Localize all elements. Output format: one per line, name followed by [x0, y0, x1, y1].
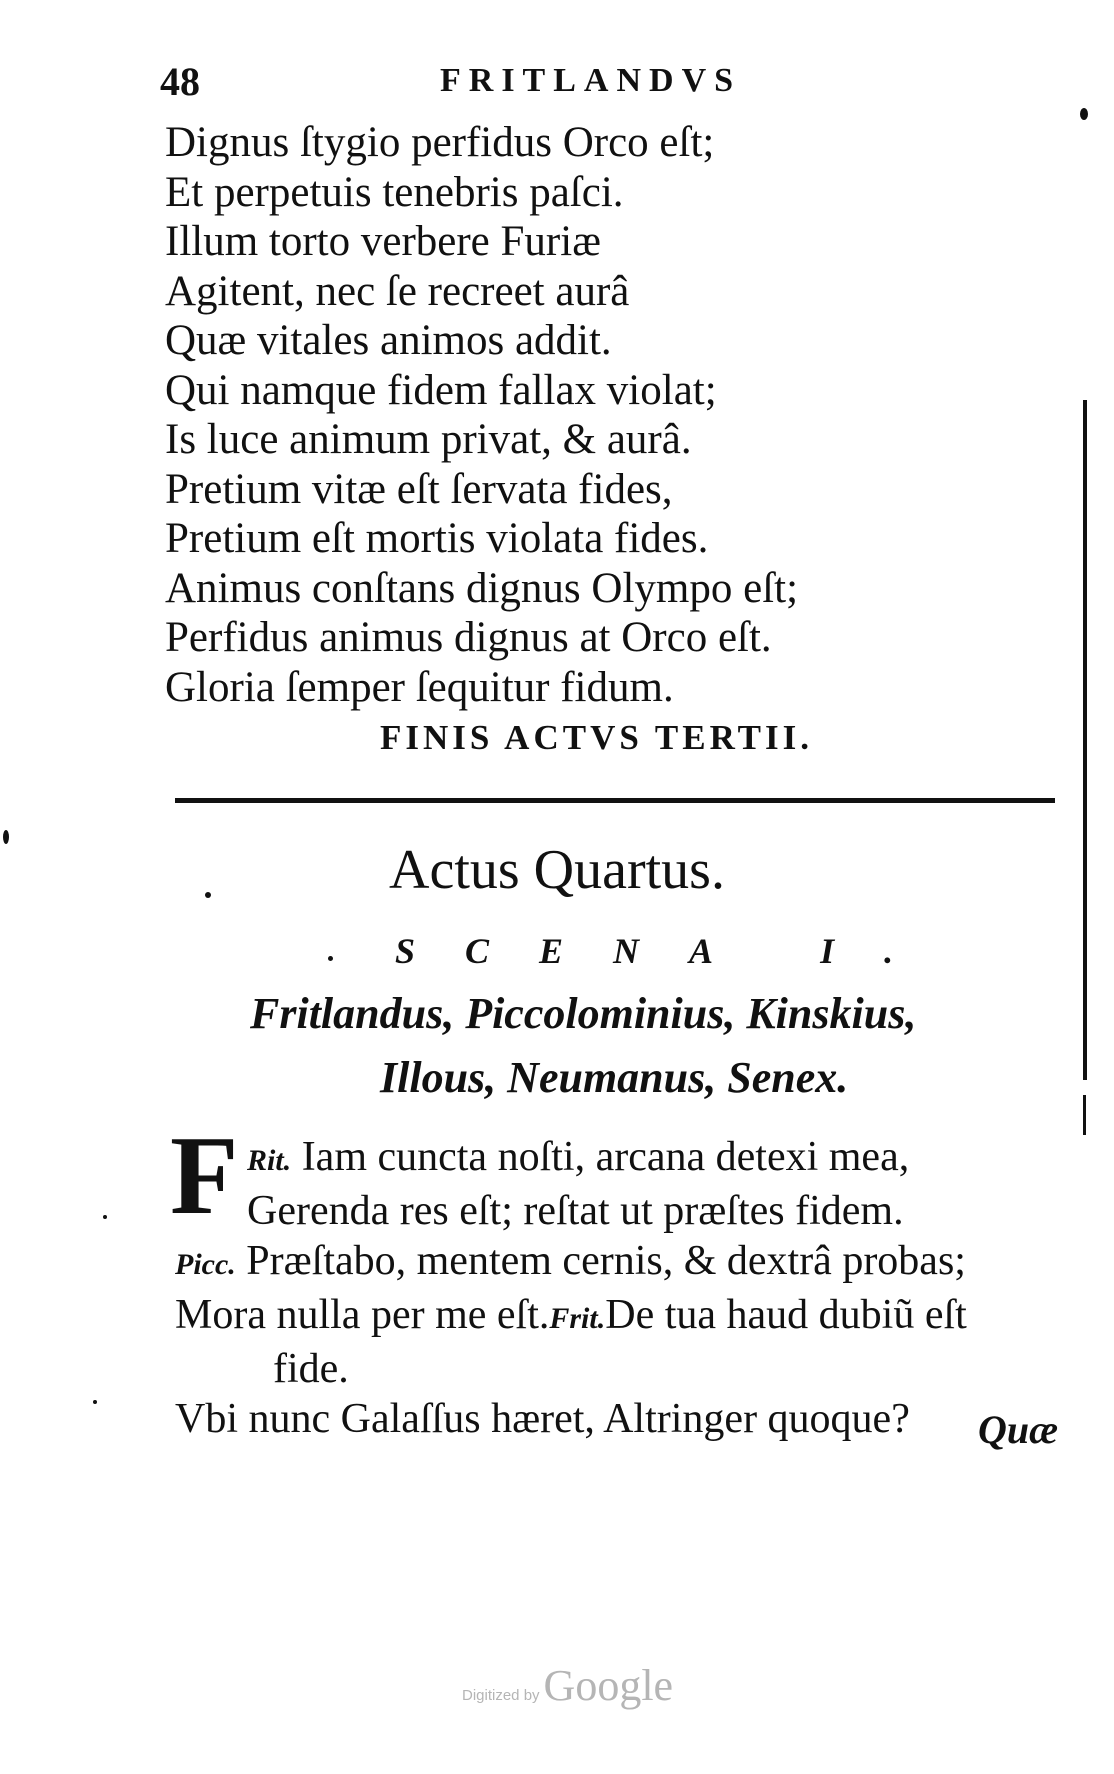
- verse-line: Pretium eſt mortis violata fides.: [165, 515, 709, 562]
- page-number: 48: [160, 59, 200, 104]
- dialogue-text: Gerenda res eſt; reſtat ut præſtes fidem.: [247, 1188, 904, 1234]
- margin-bar: [1083, 400, 1087, 1080]
- verse-line: Pretium vitæ eſt ſervata fides,: [165, 465, 673, 513]
- ink-speck: [3, 830, 9, 844]
- scene-heading: SCENA I.: [395, 931, 944, 971]
- dialogue-text: fide.: [273, 1346, 349, 1392]
- running-title: FRITLANDVS: [440, 62, 742, 99]
- margin-bar: [1083, 1095, 1086, 1135]
- dialogue-line: [175, 1132, 1075, 1186]
- dialogue-line: [175, 1394, 1075, 1444]
- ink-speck: [93, 1400, 97, 1404]
- speaker-label: Picc.: [175, 1248, 236, 1281]
- ink-speck: [328, 956, 333, 961]
- verse-line: Qui namque fidem fallax violat;: [165, 366, 717, 414]
- verse-line: Illum torto verbere Furiæ: [165, 218, 601, 265]
- dialogue-line: [175, 1236, 1075, 1290]
- dialogue-line: [175, 1186, 1075, 1236]
- ink-speck: [103, 1215, 107, 1219]
- verse-line: Et perpetuis tenebris paſci.: [165, 168, 624, 216]
- dialogue-line: [175, 1290, 1075, 1344]
- dialogue-text: Iam cuncta noſti, arcana detexi mea,: [301, 1134, 910, 1180]
- ink-speck: [205, 892, 211, 898]
- ink-speck: [1080, 108, 1088, 120]
- dialogue-block: [175, 1132, 1075, 1444]
- verse-line: Gloria ſemper ſequitur fidum.: [165, 663, 674, 711]
- watermark-prefix: Digitized by: [462, 1687, 540, 1704]
- verse-line: Is luce animum privat, & aurâ.: [165, 416, 692, 463]
- dialogue-text: Vbi nunc Galaſſus hæret, Altringer quoque?: [175, 1396, 910, 1442]
- verse-line: Perfidus animus dignus at Orco eſt.: [165, 614, 772, 661]
- digitization-watermark: [462, 1660, 673, 1711]
- cast-list-line: Fritlandus, Piccolominius, Kinskius,: [250, 989, 917, 1038]
- act-title: Actus Quartus.: [389, 839, 725, 901]
- verse-line: Agitent, nec ſe recreet aurâ: [165, 267, 630, 315]
- verse-block: [165, 118, 865, 712]
- dialogue-line: [175, 1344, 1075, 1394]
- cast-list-line: Illous, Neumanus, Senex.: [380, 1053, 849, 1102]
- verse-line: Animus conſtans dignus Olympo eſt;: [165, 564, 799, 612]
- verse-line: Dignus ſtygio perfidus Orco eſt;: [165, 119, 715, 166]
- drop-cap: F: [170, 1114, 239, 1238]
- google-logo: Google: [543, 1661, 674, 1710]
- section-divider: [175, 798, 1055, 803]
- act-end-label: FINIS ACTVS TERTII.: [380, 718, 814, 757]
- catchword: Quæ: [978, 1407, 1059, 1452]
- dialogue-text: De tua haud dubiũ eſt: [605, 1292, 967, 1338]
- running-header: [160, 58, 780, 108]
- speaker-label: Rit.: [247, 1144, 292, 1177]
- verse-line: Quæ vitales animos addit.: [165, 317, 612, 364]
- speaker-label: Frit.: [549, 1302, 606, 1335]
- dialogue-text: Mora nulla per me eſt.: [175, 1292, 550, 1338]
- dialogue-text: Præſtabo, mentem cernis, & dextrâ probas;: [246, 1238, 966, 1284]
